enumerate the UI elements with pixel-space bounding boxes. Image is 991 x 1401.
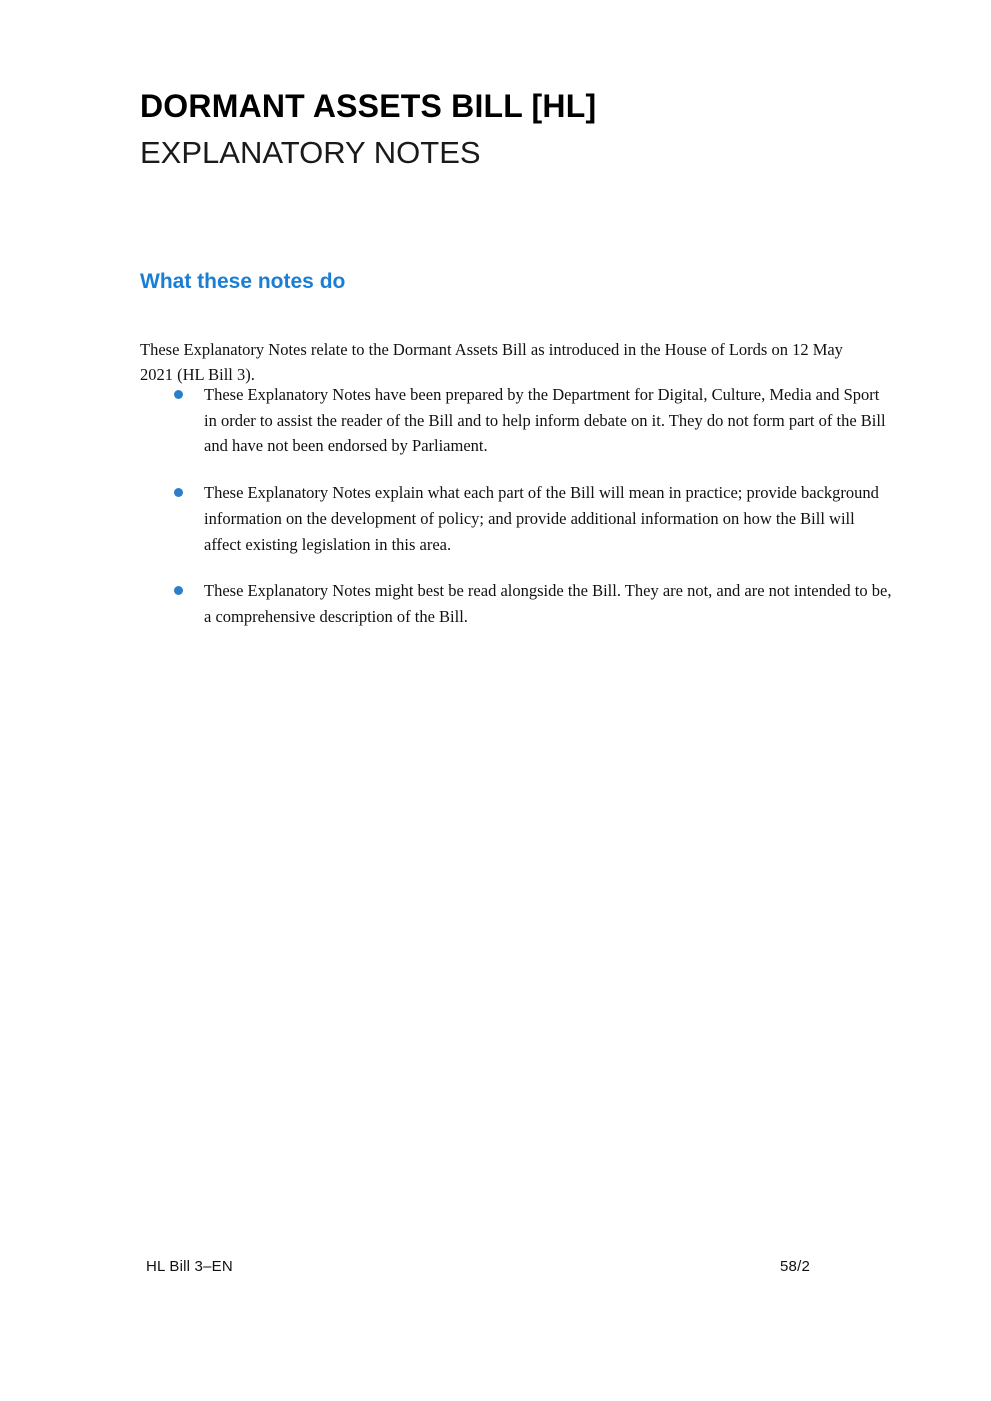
intro-paragraph: These Explanatory Notes relate to the Dormant Assets Bill as introduced in the House of Lords on 12 May 2021 (HL Bill 3).	[140, 339, 843, 385]
bullet-dot-icon	[174, 390, 183, 399]
section-heading: What these notes do	[140, 270, 346, 293]
list-item-text: These Explanatory Notes have been prepared by the Department for Digital, Culture, Media and Sport in order to assist the reader of the Bill and to help inform debate on it. They do not form part of the Bill and have not been endorsed by Parliament.	[204, 385, 886, 456]
page-title: DORMANT ASSETS BILL [HL]	[140, 88, 597, 124]
bullet-dot-icon	[174, 586, 183, 595]
page-subtitle: EXPLANATORY NOTES	[140, 134, 481, 170]
list-item	[140, 578, 895, 629]
title-block	[140, 88, 900, 170]
list-item-text: These Explanatory Notes explain what each part of the Bill will mean in practice; provide background information on the development of policy; and provide additional information on how the Bill will affect existing legislation in this area.	[204, 483, 879, 554]
list-item	[140, 480, 895, 557]
footer-page-number: 58/2	[780, 1258, 810, 1275]
list-item	[140, 382, 895, 459]
page-footer	[0, 1258, 991, 1282]
notes-bullet-list	[140, 382, 895, 651]
footer-bill-reference: HL Bill 3–EN	[146, 1258, 233, 1275]
list-item-text: These Explanatory Notes might best be read alongside the Bill. They are not, and are not intended to be, a comprehensive description of the Bill.	[204, 581, 892, 627]
bullet-dot-icon	[174, 488, 183, 497]
